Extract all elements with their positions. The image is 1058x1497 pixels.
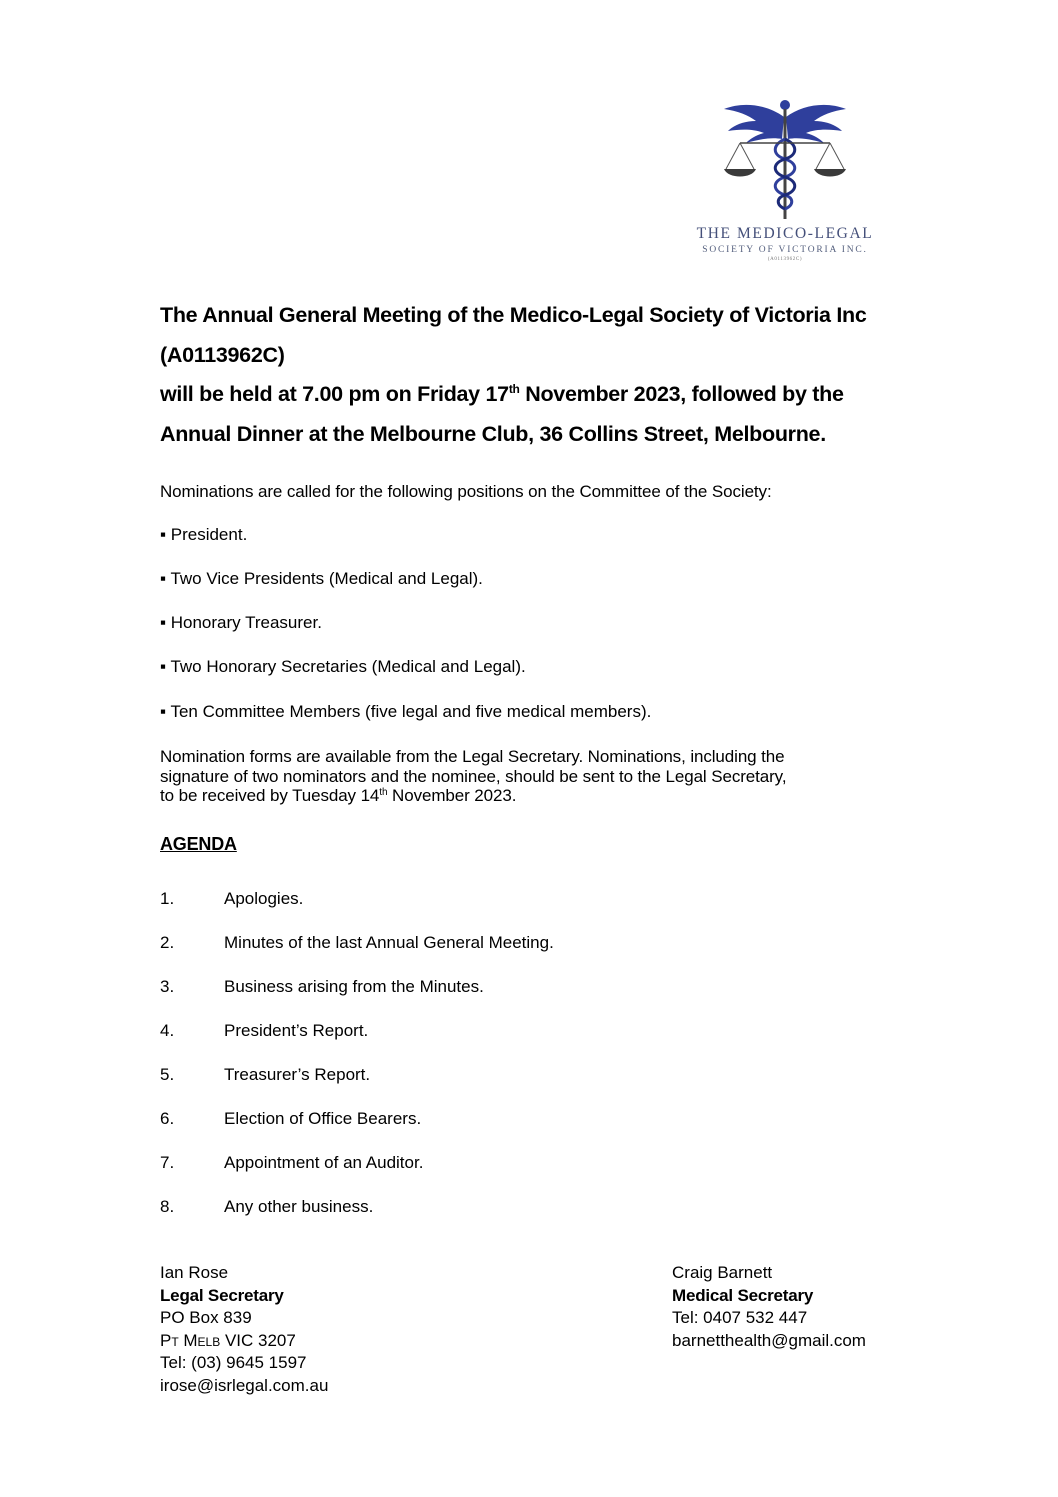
agenda-item: 3. Business arising from the Minutes. bbox=[160, 977, 484, 996]
legal-secretary-name: Ian Rose bbox=[160, 1263, 229, 1282]
nomination-forms-paragraph: Nomination forms are available from the Legal Secretary. Nominations, including the signature of two nominators and the nominee, should be sent to the Legal Secretary, to be received by Tuesday 14th November 2023. bbox=[160, 747, 787, 805]
position-president: ▪ President. bbox=[160, 525, 248, 544]
logo-registration: (A0113962C) bbox=[767, 257, 803, 262]
heading-line-3: will be held at 7.00 pm on Friday 17th November 2023, followed by the bbox=[160, 382, 844, 406]
medical-secretary-signature bbox=[672, 1262, 866, 1352]
position-treasurer: ▪ Honorary Treasurer. bbox=[160, 613, 322, 632]
agenda-item: 8. Any other business. bbox=[160, 1197, 374, 1216]
medical-secretary-tel: Tel: 0407 532 447 bbox=[672, 1308, 808, 1328]
caduceus-scales-icon bbox=[720, 95, 850, 223]
medical-secretary-email[interactable]: barnetthealth@gmail.com bbox=[672, 1330, 866, 1350]
agenda-title: AGENDA bbox=[160, 834, 237, 854]
nominations-intro: Nominations are called for the following positions on the Committee of the Society: bbox=[160, 482, 772, 501]
legal-secretary-role: Legal Secretary bbox=[160, 1285, 284, 1305]
position-vice-presidents: ▪ Two Vice Presidents (Medical and Legal). bbox=[160, 569, 483, 588]
agenda-list bbox=[160, 889, 860, 1241]
medical-secretary-name: Craig Barnett bbox=[672, 1263, 773, 1282]
agenda-item: 6. Election of Office Bearers. bbox=[160, 1109, 422, 1128]
society-logo bbox=[680, 95, 890, 270]
agenda-item: 1. Apologies. bbox=[160, 889, 304, 908]
meeting-heading bbox=[160, 296, 920, 454]
heading-line-2: (A0113962C) bbox=[160, 342, 285, 367]
position-secretaries: ▪ Two Honorary Secretaries (Medical and Legal). bbox=[160, 657, 526, 676]
position-committee-members: ▪ Ten Committee Members (five legal and five medical members). bbox=[160, 702, 652, 721]
medical-secretary-role: Medical Secretary bbox=[672, 1285, 814, 1305]
legal-secretary-address-2: Pt Melb VIC 3207 bbox=[160, 1330, 296, 1350]
agenda-item: 2. Minutes of the last Annual General Meeting. bbox=[160, 933, 554, 952]
agenda-item: 5. Treasurer’s Report. bbox=[160, 1065, 371, 1084]
legal-secretary-tel: Tel: (03) 9645 1597 bbox=[160, 1353, 307, 1373]
agenda-item: 7. Appointment of an Auditor. bbox=[160, 1153, 424, 1172]
agenda-item: 4. President’s Report. bbox=[160, 1021, 369, 1040]
legal-secretary-signature bbox=[160, 1262, 328, 1398]
logo-title: THE MEDICO-LEGAL bbox=[696, 225, 874, 242]
heading-line-1: The Annual General Meeting of the Medico-Legal Society of Victoria Inc bbox=[160, 303, 867, 327]
legal-secretary-address-1: PO Box 839 bbox=[160, 1308, 252, 1328]
heading-line-4: Annual Dinner at the Melbourne Club, 36 Collins Street, Melbourne. bbox=[160, 421, 826, 446]
legal-secretary-email[interactable]: irose@isrlegal.com.au bbox=[160, 1375, 329, 1395]
logo-subtitle: SOCIETY OF VICTORIA INC. bbox=[702, 245, 868, 255]
